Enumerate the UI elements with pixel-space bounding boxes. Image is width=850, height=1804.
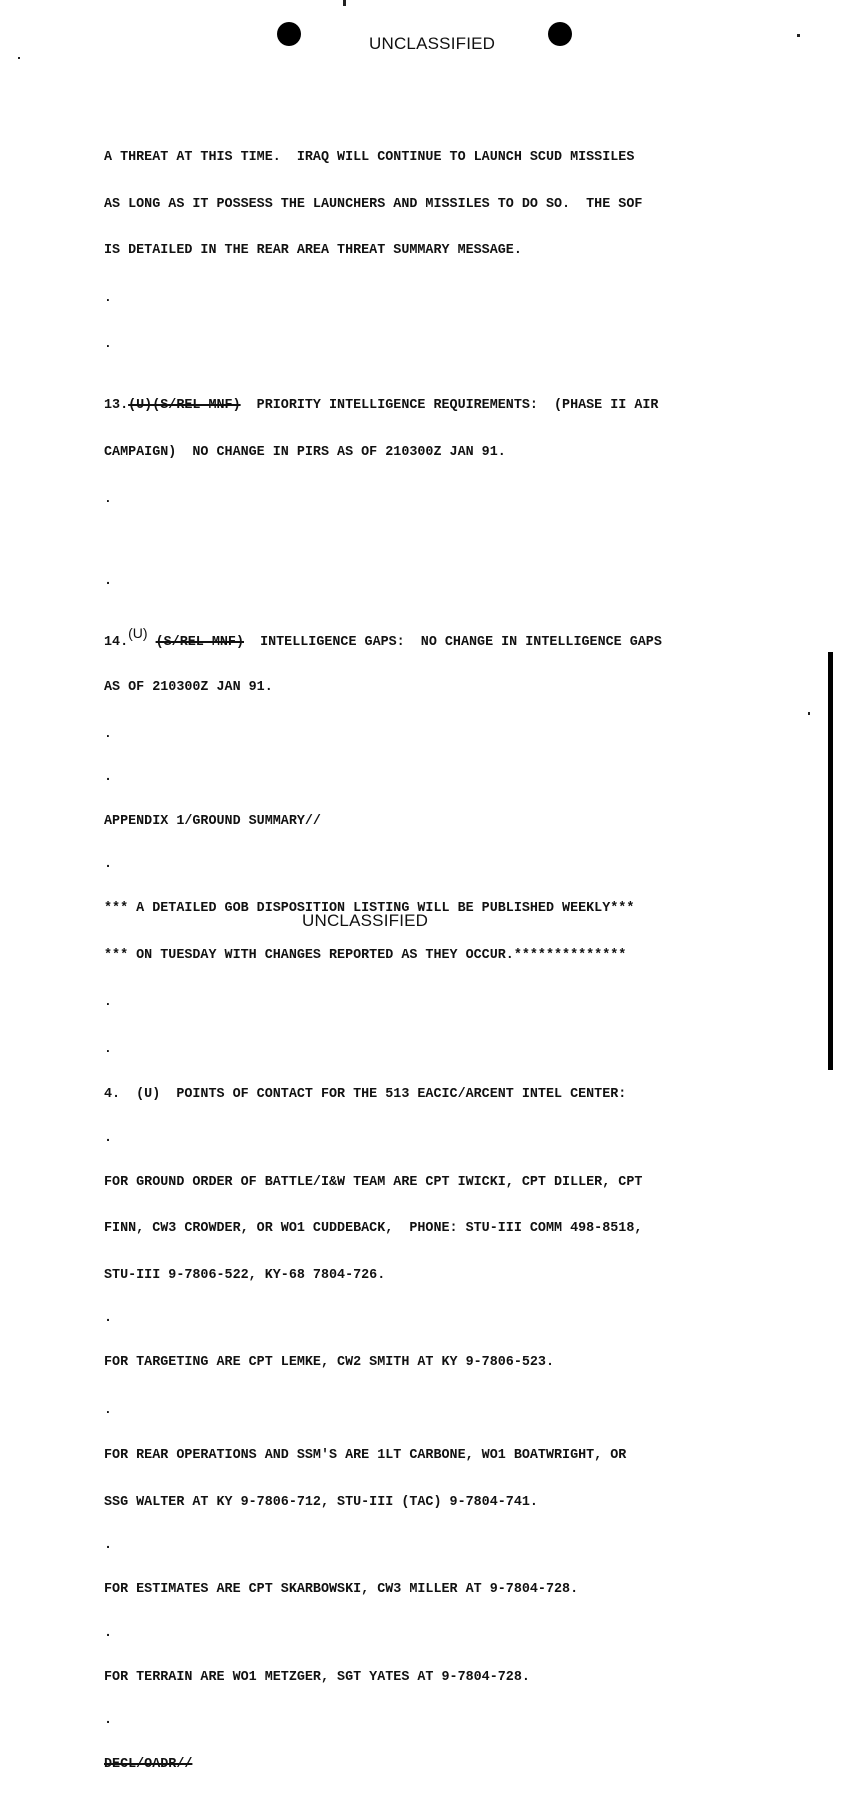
separator-dot: . [104,1311,113,1326]
separator-dot: . [104,769,113,785]
scan-speck [808,712,810,715]
poc-terrain: FOR TERRAIN ARE WO1 METZGER, SGT YATES AT 9-7804-728. [104,1669,530,1685]
separator-dot: . [104,857,113,872]
para-4-heading: 4. (U) POINTS OF CONTACT FOR THE 513 EACIC/ARCENT INTEL CENTER: [104,1087,627,1102]
closing-struck-marking: DECL/OADR// [104,1757,193,1772]
separator-dot: . [104,1625,113,1641]
scan-speck [18,57,20,59]
separator-dot: . [104,491,112,506]
poc-estimates: FOR ESTIMATES ARE CPT SKARBOWSKI, CW3 MILLER AT 9-7804-728. [104,1582,579,1597]
para-14-heading: INTELLIGENCE GAPS: NO CHANGE IN INTELLIGENCE GAPS [244,635,662,650]
header-classification: UNCLASSIFIED [369,34,496,53]
para-13-number: 13. [104,398,129,413]
punch-hole-left [277,22,301,46]
appendix-title: APPENDIX 1/GROUND SUMMARY// [104,813,321,829]
scan-speck [343,0,346,6]
scan-edge-bar [828,652,833,1070]
gob-notice-line-1: *** A DETAILED GOB DISPOSITION LISTING WILL BE PUBLISHED WEEKLY*** [104,901,635,916]
separator-dot: . [104,994,112,1009]
separator-dot: . [104,573,113,589]
para-14-struck-marking: (S/REL MNF) [155,635,244,650]
separator-dot: . [104,1040,112,1056]
separator-dot: . [104,726,112,741]
para-14-line-2: AS OF 210300Z JAN 91. [104,679,273,695]
gob-notice-line-2: *** ON TUESDAY WITH CHANGES REPORTED AS THEY OCCUR.************** [104,947,627,963]
separator-dot: . [104,1538,113,1553]
poc-ground-line-1: FOR GROUND ORDER OF BATTLE/I&W TEAM ARE CPT IWICKI, CPT DILLER, CPT [104,1174,643,1190]
para-13-heading: PRIORITY INTELLIGENCE REQUIREMENTS: (PHASE II AIR [240,398,659,413]
para-14-line-1 [104,625,794,650]
separator-dot: . [104,1130,113,1146]
separator-dot: . [104,336,112,351]
separator-dot: . [104,1401,112,1417]
separator-dot: . [104,289,112,305]
scan-speck [797,34,800,37]
poc-rear-line-2: SSG WALTER AT KY 9-7806-712, STU-III (TAC) 9-7804-741. [104,1494,538,1510]
para-14-handwritten-marking: (U) [128,625,148,641]
para-13-line-2: CAMPAIGN) NO CHANGE IN PIRS AS OF 210300Z JAN 91. [104,444,506,460]
poc-rear-line-1: FOR REAR OPERATIONS AND SSM'S ARE 1LT CARBONE, WO1 BOATWRIGHT, OR [104,1448,627,1463]
threat-line-2: AS LONG AS IT POSSESS THE LAUNCHERS AND MISSILES TO DO SO. THE SOF [104,196,643,212]
threat-line-3: IS DETAILED IN THE REAR AREA THREAT SUMMARY MESSAGE. [104,243,522,258]
para-13-line-1 [104,398,794,414]
poc-targeting: FOR TARGETING ARE CPT LEMKE, CW2 SMITH AT KY 9-7806-523. [104,1355,554,1370]
para-14-number: 14. [104,635,129,650]
poc-ground-line-3: STU-III 9-7806-522, KY-68 7804-726. [104,1267,386,1283]
footer-classification: UNCLASSIFIED [302,911,429,930]
para-13-struck-marking: (U)(S/REL MNF) [128,398,241,413]
message-body [104,119,794,1804]
separator-dot: . [104,1713,113,1728]
punch-hole-right [548,22,572,46]
poc-ground-line-2: FINN, CW3 CROWDER, OR WO1 CUDDEBACK, PHONE: STU-III COMM 498-8518, [104,1221,643,1236]
threat-line-1: A THREAT AT THIS TIME. IRAQ WILL CONTINUE TO LAUNCH SCUD MISSILES [104,150,635,165]
